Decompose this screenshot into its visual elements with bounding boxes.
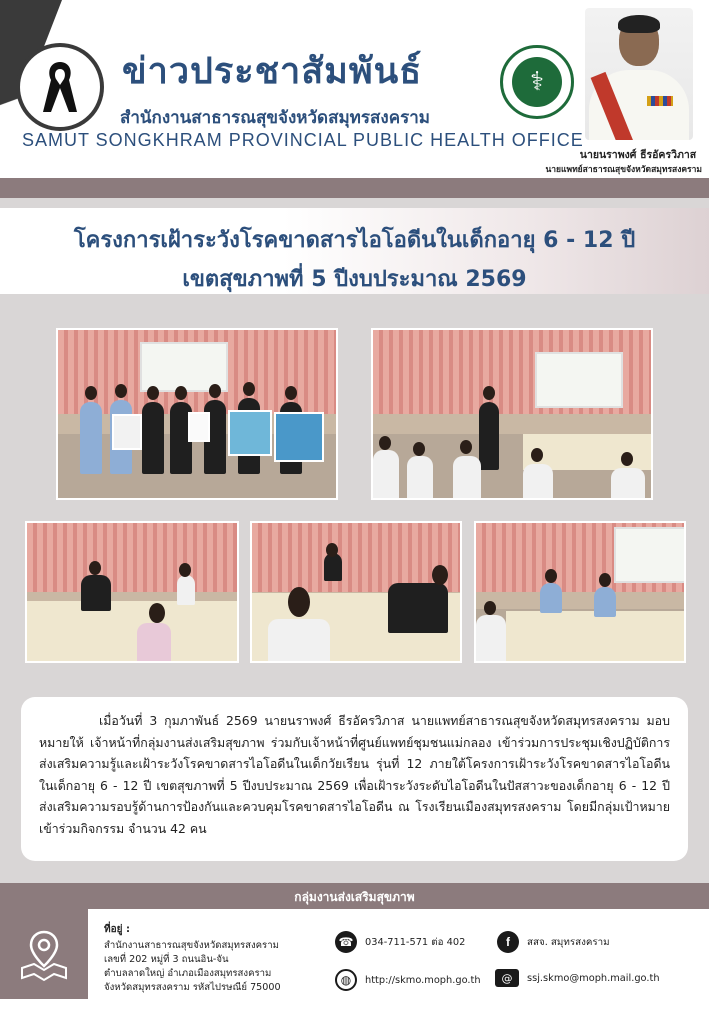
photo-screening-table [474,521,686,663]
facebook-icon: f [497,931,519,953]
map-pin-icon [16,926,72,982]
email-icon: @ [495,969,519,987]
phone-contact[interactable] [335,931,465,953]
caduceus-icon: ⚕ [512,57,562,107]
address-line-4: จังหวัดสมุทรสงคราม รหัสไปรษณีย์ 75000 [104,982,281,993]
official-title: นายแพทย์สาธารณสุขจังหวัดสมุทรสงคราม [545,165,702,175]
news-body-card [21,697,688,861]
website-contact[interactable] [335,969,481,991]
address-line-3: ตำบลลาดใหญ่ อำเภอเมืองสมุทรสงคราม [104,968,272,979]
official-name: นายนราพงศ์ ธีรอัครวิภาส [579,149,697,161]
photo-officer-with-student [25,521,239,663]
department-band [0,883,709,909]
address-line-2: เลขที่ 202 หมู่ที่ 3 ถนนอิน-จัน [104,954,229,965]
headline-line-1: โครงการเฝ้าระวังโรคขาดสารไอโอดีนในเด็กอายุ 6 - 12 ปี [73,228,636,253]
photo-group-holding-posters [56,328,338,500]
office-name-english: SAMUT SONGKHRAM PROVINCIAL PUBLIC HEALTH OFFICE [22,130,584,150]
location-block [0,909,88,999]
phone-number: 034-711-571 ต่อ 402 [365,936,466,948]
header [0,0,709,178]
facebook-contact[interactable] [497,931,610,953]
phone-icon: ☎ [335,931,357,953]
address-label: ที่อยู่ : [104,924,130,935]
photo-student-activity [250,521,462,663]
headline-line-2: เขตสุขภาพที่ 5 ปีงบประมาณ 2569 [182,267,527,292]
news-body-text: เมื่อวันที่ 3 กุมภาพันธ์ 2569 นายนราพงศ์ ธีรอัครวิภาส นายแพทย์สาธารณสุขจังหวัดสมุทรสงคราม มอบหมายให้ เจ้าหน้าที่กลุ่มงานส่งเสริมสุขภาพ ร่วมกับเจ้าหน้าที่ศูนย์แพทย์ชุมชนแม่กลอง เข้าร่วมการประชุมเชิงปฏิบัติการส่งเสริมความรู้และเฝ้าระวังโรคขาดสารไอโอดีนในเด็กวัยเรียน รุ่นที่ 12 ภายใต้โครงการเฝ้าระวังโรคขาดสารไอโอดีนในเด็กอายุ 6 - 12 ปี เขตสุขภาพที่ 5 ปีงบประมาณ 2569 เพื่อเฝ้าระวังระดับไอโอดีนในปัสสาวะของเด็กอายุ 6 - 12 ปี ส่งเสริมความรอบรู้ด้านการป้องกันและควบคุมโรคขาดสารไอโอดีน ณ โรงเรียนเมืองสมุทรสงคราม โดยมีกลุ่มเป้าหมายเข้าร่วมกิจกรรม จำนวน 42 คน [39,713,670,836]
email-address: ssj.skmo@moph.mail.go.th [527,972,660,984]
office-name-thai: สำนักงานสาธารณสุขจังหวัดสมุทรสงคราม [120,108,430,128]
headline [0,208,709,294]
footer [0,909,709,1024]
header-divider [0,178,709,198]
address-line-1: สำนักงานสาธารณสุขจังหวัดสมุทรสงคราม [104,940,279,951]
mourning-ribbon-icon [38,58,82,116]
ministry-logo [500,45,574,119]
website-url: http://skmo.moph.go.th [365,974,481,986]
photo-speaker-presenting [371,328,653,500]
globe-icon: ◍ [335,969,357,991]
facebook-page-name: สสจ. สมุทรสงคราม [527,936,610,948]
email-contact[interactable] [495,969,660,987]
mourning-ribbon-badge [20,47,100,127]
department-name: กลุ่มงานส่งเสริมสุขภาพ [294,890,415,904]
page-title: ข่าวประชาสัมพันธ์ [122,51,423,92]
official-portrait [585,8,693,140]
